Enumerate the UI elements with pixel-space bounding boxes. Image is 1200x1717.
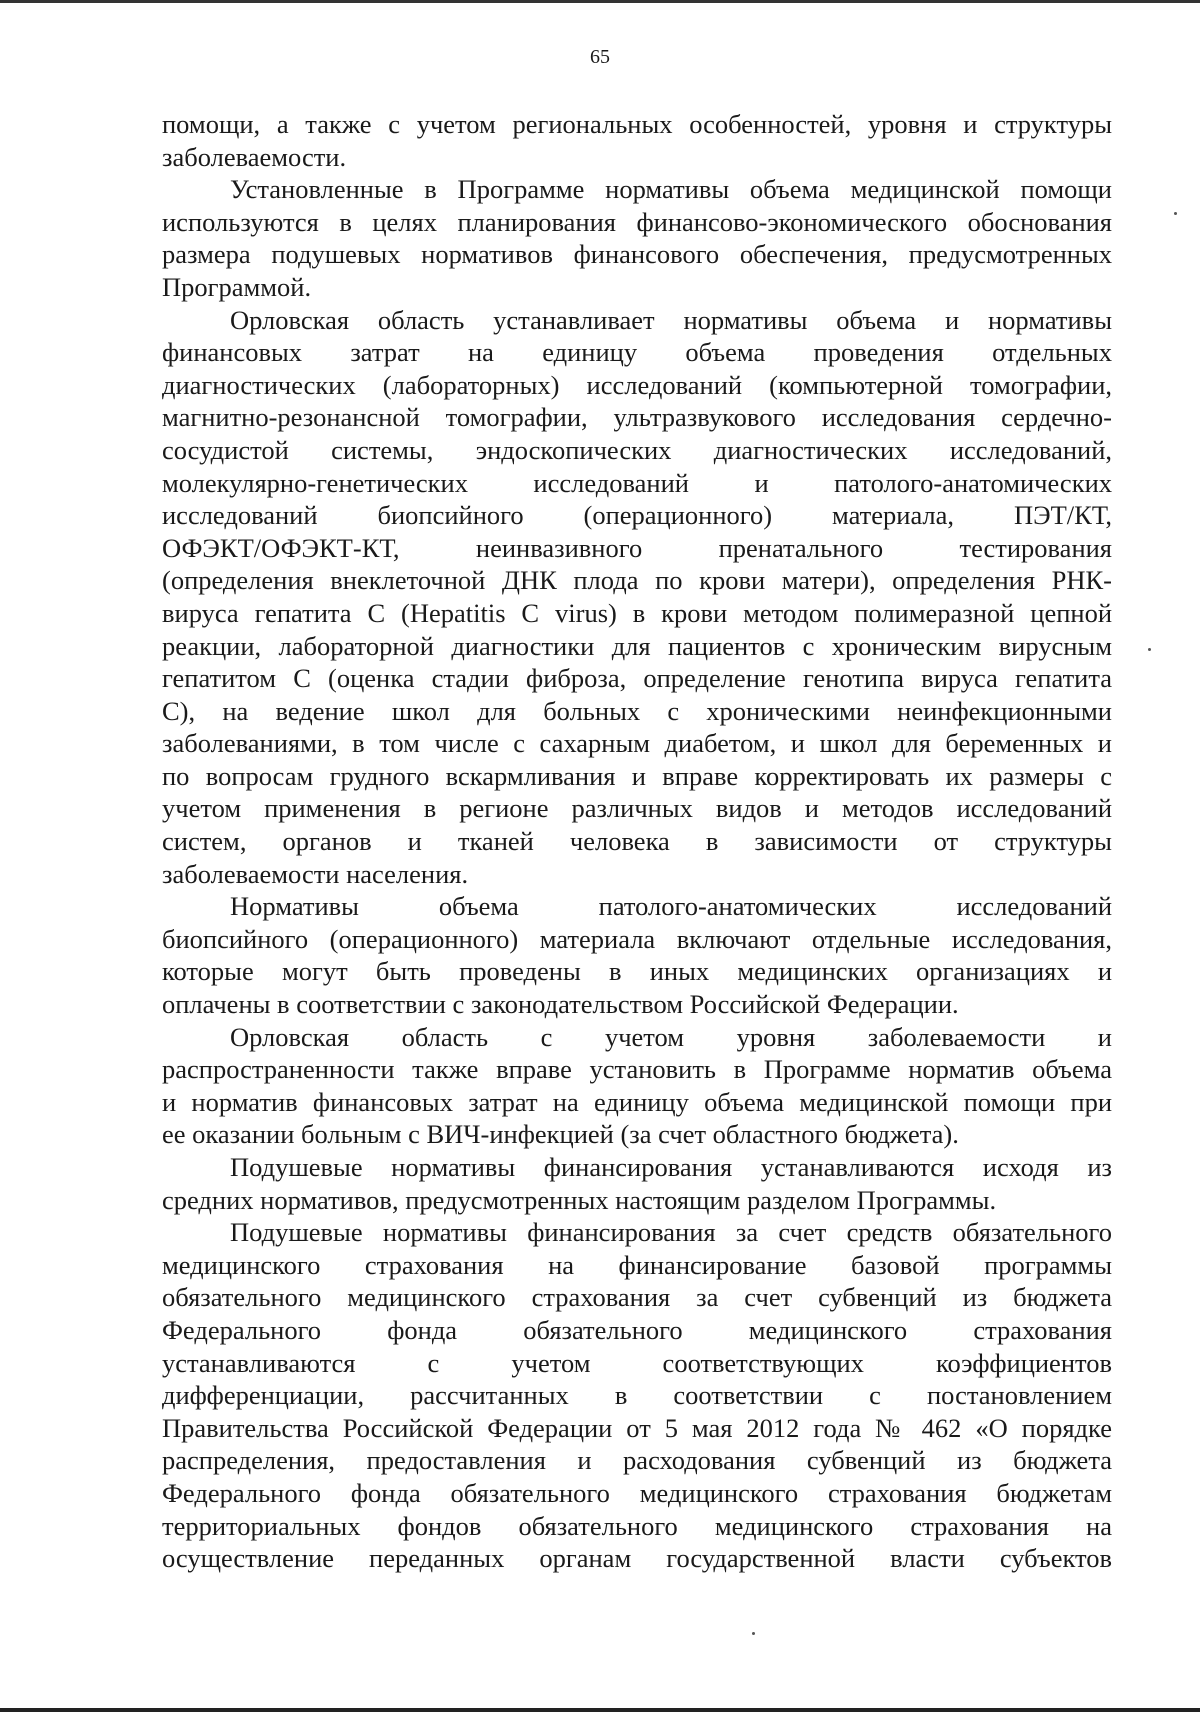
text-line: обязательного медицинского страхования за счет субвенций из бюджета: [162, 1282, 1112, 1313]
text-line: ее оказании больным с ВИЧ-инфекцией (за счет областного бюджета).: [162, 1119, 959, 1150]
paragraph-continuation: [162, 108, 1112, 173]
bottom-scan-edge: [0, 1708, 1200, 1712]
text-line: заболеваемости.: [162, 141, 347, 172]
text-line: биопсийного (операционного) материала включают отдельные исследования,: [162, 923, 1112, 954]
document-body: [162, 108, 1112, 1575]
text-line: систем, органов и тканей человека в зависимости от структуры: [162, 826, 1112, 857]
text-line: вируса гепатита С (Hepatitis C virus) в крови методом полимеразной цепной: [162, 597, 1112, 628]
text-line: Подушевые нормативы финансирования за счет средств обязательного: [230, 1217, 1112, 1248]
text-line: средних нормативов, предусмотренных настоящим разделом Программы.: [162, 1184, 997, 1215]
text-line: диагностических (лабораторных) исследований (компьютерной томографии,: [162, 369, 1112, 400]
text-line: Нормативы объема патолого-анатомических исследований: [230, 891, 1112, 922]
text-line: финансовых затрат на единицу объема проведения отдельных: [162, 337, 1112, 368]
text-line: и норматив финансовых затрат на единицу объема медицинской помощи при: [162, 1086, 1112, 1117]
text-line: заболеваемости населения.: [162, 858, 469, 889]
text-line: устанавливаются с учетом соответствующих коэффициентов: [162, 1347, 1112, 1378]
text-line: распределения, предоставления и расходования субвенций из бюджета: [162, 1445, 1112, 1476]
text-line: по вопросам грудного вскармливания и вправе корректировать их размеры с: [162, 760, 1112, 791]
text-line: распространенности также вправе установить в Программе норматив объема: [162, 1054, 1112, 1085]
paragraph-pathology-normatives: [162, 890, 1112, 1020]
text-line: которые могут быть проведены в иных медицинских организациях и: [162, 956, 1112, 987]
text-line: С), на ведение школ для больных с хроническими неинфекционными: [162, 695, 1112, 726]
paragraph-per-capita-basis: [162, 1151, 1112, 1216]
text-line: магнитно-резонансной томографии, ультразвукового исследования сердечно-: [162, 402, 1112, 433]
text-line: заболеваниями, в том числе с сахарным диабетом, и школ для беременных и: [162, 728, 1112, 759]
text-line: ОФЭКТ/ОФЭКТ-КТ, неинвазивного пренатального тестирования: [162, 532, 1112, 563]
text-line: сосудистой системы, эндоскопических диагностических исследований,: [162, 434, 1112, 465]
text-line: дифференциации, рассчитанных в соответствии с постановлением: [162, 1380, 1112, 1411]
text-line: гепатитом С (оценка стадии фиброза, определение генотипа вируса гепатита: [162, 663, 1112, 694]
text-line: используются в целях планирования финансово-экономического обоснования: [162, 206, 1112, 237]
text-line: учетом применения в регионе различных видов и методов исследований: [162, 793, 1112, 824]
text-line: молекулярно-генетических исследований и патолого-анатомических: [162, 467, 1112, 498]
text-line: территориальных фондов обязательного медицинского страхования на: [162, 1510, 1112, 1541]
scan-speck: [752, 1632, 755, 1635]
text-line: осуществление переданных органам государственной власти субъектов: [162, 1543, 1112, 1574]
top-scan-edge: [0, 0, 1200, 3]
paragraph-normatives-use: [162, 173, 1112, 303]
text-line: Подушевые нормативы финансирования устанавливаются исходя из: [230, 1152, 1112, 1182]
paragraph-oms-funding: [162, 1216, 1112, 1575]
paragraph-diagnostic-normatives: [162, 304, 1112, 891]
scan-speck: [1174, 212, 1177, 215]
page-number: 65: [590, 46, 610, 68]
text-line: размера подушевых нормативов финансового обеспечения, предусмотренных: [162, 239, 1112, 270]
text-line: Федерального фонда обязательного медицинского страхования: [162, 1314, 1112, 1345]
text-line: медицинского страхования на финансирование базовой программы: [162, 1249, 1112, 1280]
text-line: помощи, а также с учетом региональных особенностей, уровня и структуры: [162, 109, 1112, 139]
paragraph-hiv-normatives: [162, 1021, 1112, 1151]
text-line: Правительства Российской Федерации от 5 мая 2012 года № 462 «О порядке: [162, 1412, 1112, 1443]
text-line: Орловская область с учетом уровня заболеваемости и: [230, 1021, 1112, 1052]
text-line: реакции, лабораторной диагностики для пациентов с хроническим вирусным: [162, 630, 1112, 661]
text-line: Установленные в Программе нормативы объема медицинской помощи: [230, 174, 1112, 205]
text-line: оплачены в соответствии с законодательством Российской Федерации.: [162, 989, 959, 1020]
text-line: Программой.: [162, 271, 312, 302]
text-line: исследований биопсийного (операционного) материала, ПЭТ/КТ,: [162, 500, 1112, 531]
text-line: (определения внеклеточной ДНК плода по крови матери), определения РНК-: [162, 565, 1112, 596]
scan-speck: [1148, 648, 1151, 651]
text-line: Федерального фонда обязательного медицинского страхования бюджетам: [162, 1477, 1112, 1508]
text-line: Орловская область устанавливает нормативы объема и нормативы: [230, 304, 1112, 335]
